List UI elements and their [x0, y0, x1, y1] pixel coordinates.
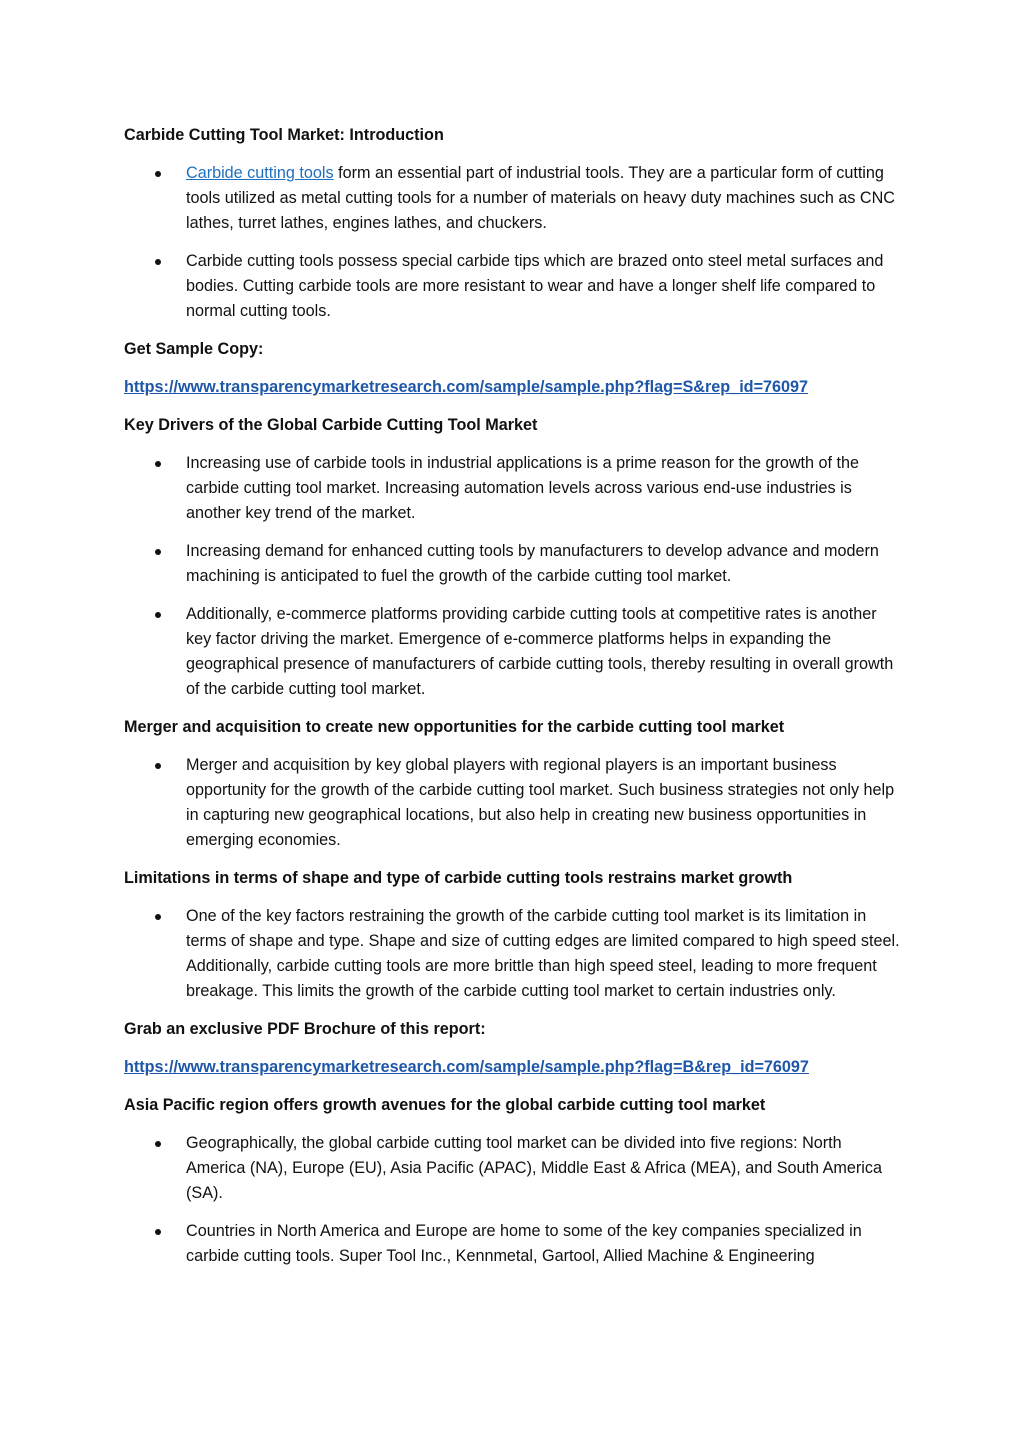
bullet-text: Geographically, the global carbide cutting tool market can be divided into five regions: North America (NA), Europe (EU), Asia Pacific (APAC), Middle East & Africa (MEA), and South America (SA). [186, 1134, 882, 1202]
list-item [124, 602, 904, 702]
bullet-icon [155, 1141, 161, 1147]
sample-copy-link[interactable]: https://www.transparencymarketresearch.com/sample/sample.php?flag=S&rep_id=76097 [124, 378, 809, 396]
bullet-text: Merger and acquisition by key global players with regional players is an important business opportunity for the growth of the carbide cutting tool market. Such business strategies not only help in capturing new geographical locations, but also help in creating new business opportunities in emerging economies. [186, 756, 895, 849]
bullet-icon [155, 763, 161, 769]
bullet-text: Countries in North America and Europe are home to some of the key companies specialized in carbide cutting tools. Super Tool Inc., Kennmetal, Gartool, Allied Machine & Engineering [186, 1222, 862, 1265]
section-heading-introduction: Carbide Cutting Tool Market: Introduction [124, 126, 444, 144]
bullet-icon [155, 612, 161, 618]
sample-copy-link-line [124, 375, 904, 400]
list-item [124, 753, 904, 853]
section-heading-pdf-brochure: Grab an exclusive PDF Brochure of this report: [124, 1020, 486, 1038]
document-body [124, 123, 904, 1282]
pdf-brochure-link-line [124, 1055, 904, 1080]
bullet-list-asia-pacific [124, 1131, 904, 1269]
pdf-brochure-link[interactable]: https://www.transparencymarketresearch.com/sample/sample.php?flag=B&rep_id=76097 [124, 1058, 809, 1076]
bullet-icon [155, 549, 161, 555]
section-heading-asia-pacific: Asia Pacific region offers growth avenues for the global carbide cutting tool market [124, 1096, 766, 1114]
list-item [124, 539, 904, 589]
bullet-list-limitations [124, 904, 904, 1004]
list-item [124, 1219, 904, 1269]
bullet-icon [155, 259, 161, 265]
bullet-icon [155, 461, 161, 467]
bullet-text: Increasing demand for enhanced cutting tools by manufacturers to develop advance and modern machining is anticipated to fuel the growth of the carbide cutting tool market. [186, 542, 879, 585]
bullet-list-merger-acquisition [124, 753, 904, 853]
bullet-text: Increasing use of carbide tools in industrial applications is a prime reason for the growth of the carbide cutting tool market. Increasing automation levels across various end-use industries is another key trend of the market. [186, 454, 860, 522]
bullet-list-introduction [124, 161, 904, 324]
list-item [124, 161, 904, 236]
bullet-text: form an essential part of industrial tools. They are a particular form of cutting tools utilized as metal cutting tools for a number of materials on heavy duty machines such as CNC lathes, turret lathes, engines lathes, and chuckers. [186, 164, 895, 232]
section-heading-key-drivers: Key Drivers of the Global Carbide Cutting Tool Market [124, 416, 538, 434]
bullet-text: Additionally, e-commerce platforms providing carbide cutting tools at competitive rates is another key factor driving the market. Emergence of e-commerce platforms helps in expanding the geographical presence of manufacturers of carbide cutting tools, thereby resulting in overall growth of the carbide cutting tool market. [186, 605, 894, 698]
list-item [124, 451, 904, 526]
list-item [124, 904, 904, 1004]
bullet-icon [155, 914, 161, 920]
list-item [124, 249, 904, 324]
bullet-text: Carbide cutting tools possess special carbide tips which are brazed onto steel metal surfaces and bodies. Cutting carbide tools are more resistant to wear and have a longer shelf life compared to normal cutting tools. [186, 252, 884, 320]
list-item [124, 1131, 904, 1206]
section-heading-sample-copy: Get Sample Copy: [124, 340, 264, 358]
bullet-icon [155, 1229, 161, 1235]
bullet-text: One of the key factors restraining the growth of the carbide cutting tool market is its limitation in terms of shape and type. Shape and size of cutting edges are limited compared to high speed steel. Additionally, carbide cutting tools are more brittle than high speed steel, leading to more frequent breakage. This limits the growth of the carbide cutting tool market to certain industries only. [186, 907, 900, 1000]
bullet-icon [155, 171, 161, 177]
bullet-list-key-drivers [124, 451, 904, 702]
section-heading-limitations: Limitations in terms of shape and type of carbide cutting tools restrains market growth [124, 869, 793, 887]
carbide-cutting-tools-link[interactable]: Carbide cutting tools [186, 164, 334, 182]
section-heading-merger-acquisition: Merger and acquisition to create new opportunities for the carbide cutting tool market [124, 718, 785, 736]
